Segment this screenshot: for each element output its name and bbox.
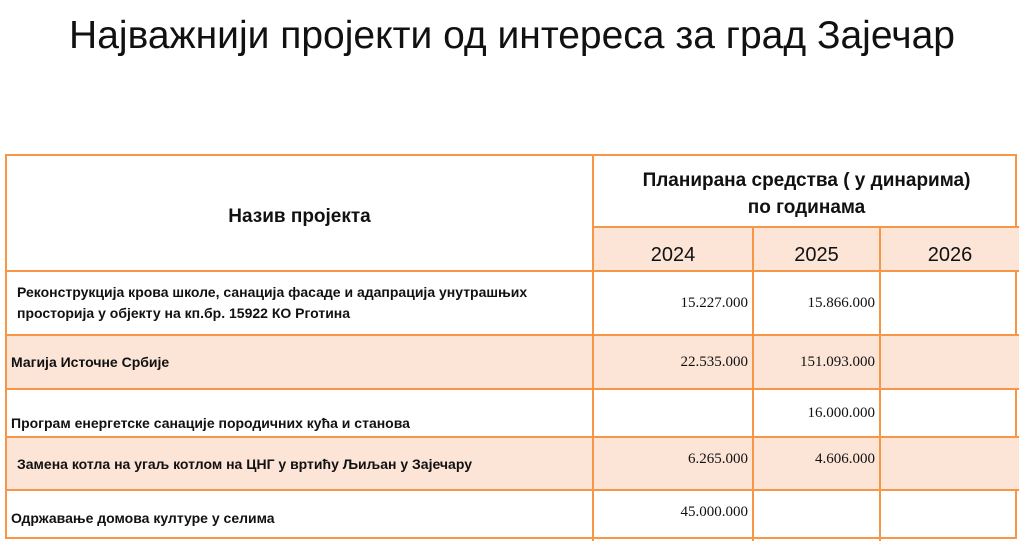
table-cell-2026 [881, 438, 1019, 491]
table-cell-2026 [881, 336, 1019, 390]
table-cell-2024: 15.227.000 [594, 272, 754, 336]
table-cell-2025: 151.093.000 [754, 336, 881, 390]
header-year-2025: 2025 [754, 228, 881, 272]
row-name-line1: Реконструкција крова школе, санација фасаде и адапрација унутрашњих [17, 284, 528, 300]
table-row-name: Програм енергетске санације породичних кућа и станова [7, 390, 594, 438]
header-planned-funds [594, 156, 1019, 228]
header-year-2026: 2026 [881, 228, 1019, 272]
row-name-line2: просторија у објекту на кп.бр. 15922 КО Рготина [17, 305, 351, 321]
page-title: Најважнији пројекти од интереса за град Зајечар [69, 14, 955, 57]
table-cell-2025 [754, 491, 881, 541]
table-row-name: Магија Источне Србије [7, 336, 594, 390]
table-cell-2024: 6.265.000 [594, 438, 754, 491]
table-cell-2024 [594, 390, 754, 438]
table-cell-2025: 4.606.000 [754, 438, 881, 491]
table-cell-2026 [881, 390, 1019, 438]
table-row-name: Замена котла на угаљ котлом на ЦНГ у вртићу Љиљан у Зајечару [7, 438, 594, 491]
table-row-name: Одржавање домова културе у селима [7, 491, 594, 541]
table-cell-2025: 16.000.000 [754, 390, 881, 438]
header-planned-funds-line1: Планирана средства ( у динарима) [642, 170, 971, 191]
header-project-name: Назив пројекта [7, 156, 594, 272]
table-cell-2026 [881, 272, 1019, 336]
table-row-name [7, 272, 594, 336]
header-year-2024: 2024 [594, 228, 754, 272]
header-planned-funds-line2: по годинама [747, 197, 866, 218]
projects-table [5, 154, 1017, 539]
table-cell-2024: 45.000.000 [594, 491, 754, 541]
table-cell-2025: 15.866.000 [754, 272, 881, 336]
table-cell-2024: 22.535.000 [594, 336, 754, 390]
table-cell-2026 [881, 491, 1019, 541]
